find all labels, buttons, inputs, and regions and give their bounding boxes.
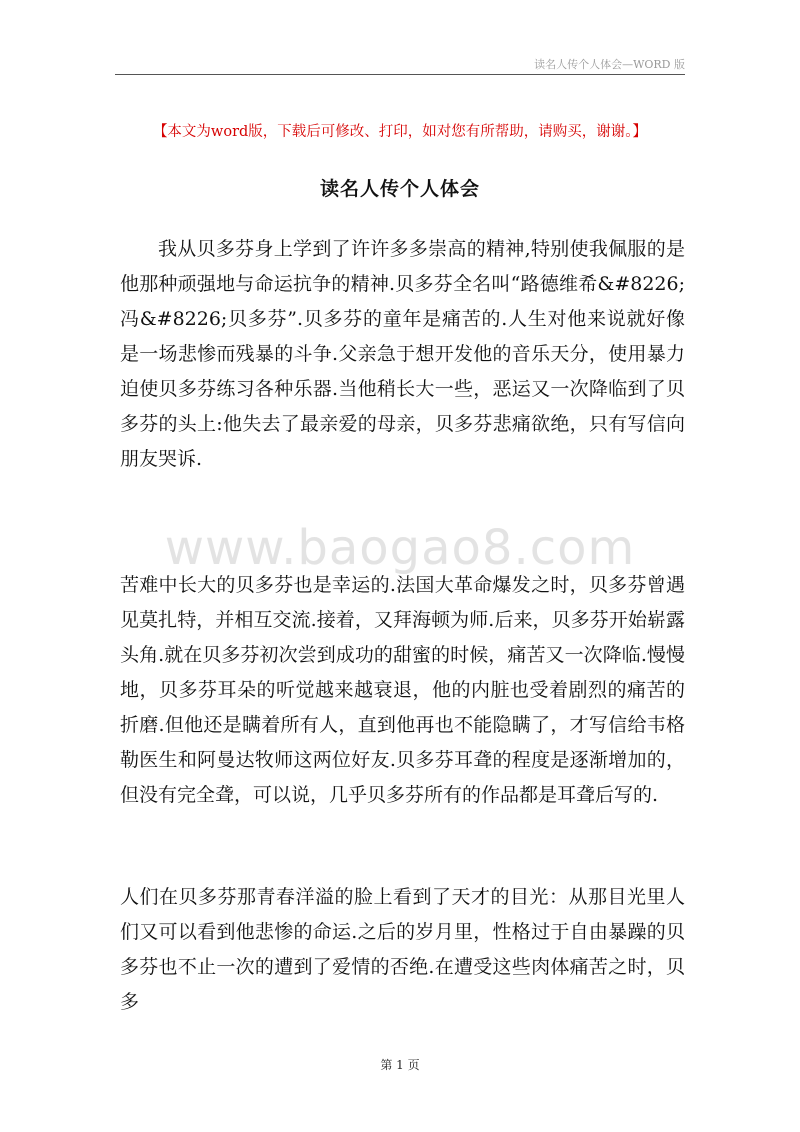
body-paragraph: 苦难中长大的贝多芬也是幸运的.法国大革命爆发之时，贝多芬曾遇见莫扎特，并相互交流.接着，又拜海顿为师.后来，贝多芬开始崭露头角.就在贝多芬初次尝到成功的甜蜜的时候，痛苦又一次降临.慢慢地，贝多芬耳朵的听觉越来越衰退，他的内脏也受着剧烈的痛苦的折磨.但他还是瞒着所有人，直到他再也不能隐瞒了，才写信给韦格勒医生和阿曼达牧师这两位好友.贝多芬耳聋的程度是逐渐增加的，但没有完全聋，可以说，几乎贝多芬所有的作品都是耳聋后写的. [120,574,685,806]
running-title: 读名人传个人体会—WORD 版 [534,58,685,71]
watermark: www.baogao8.com [164,520,636,576]
purchase-notice: 【本文为word版，下载后可修改、打印，如对您有所帮助，请购买，谢谢。】 [152,124,648,140]
body-paragraph: 人们在贝多芬那青春洋溢的脸上看到了天才的目光：从那目光里人们又可以看到他悲惨的命运.之后的岁月里，性格过于自由暴躁的贝多芬也不止一次的遭到了爱情的否绝.在遭受这些肉体痛苦之时，贝多 [120,886,685,1013]
page-number: 第 1 页 [380,1058,420,1072]
body-paragraph: 我从贝多芬身上学到了许许多多崇高的精神,特别使我佩服的是他那种顽强地与命运抗争的精神.贝多芬全名叫“路德维希&#8226;冯&#8226;贝多芬”.贝多芬的童年是痛苦的.人生对他来说就好像是一场悲惨而残暴的斗争.父亲急于想开发他的音乐天分，使用暴力迫使贝多芬练习各种乐器.当他稍长大一些，恶运又一次降临到了贝多芬的头上:他失去了最亲爱的母亲，贝多芬悲痛欲绝，只有写信向朋友哭诉. [120,238,685,470]
page-header [115,52,685,75]
document-title: 读名人传个人体会 [319,178,480,200]
